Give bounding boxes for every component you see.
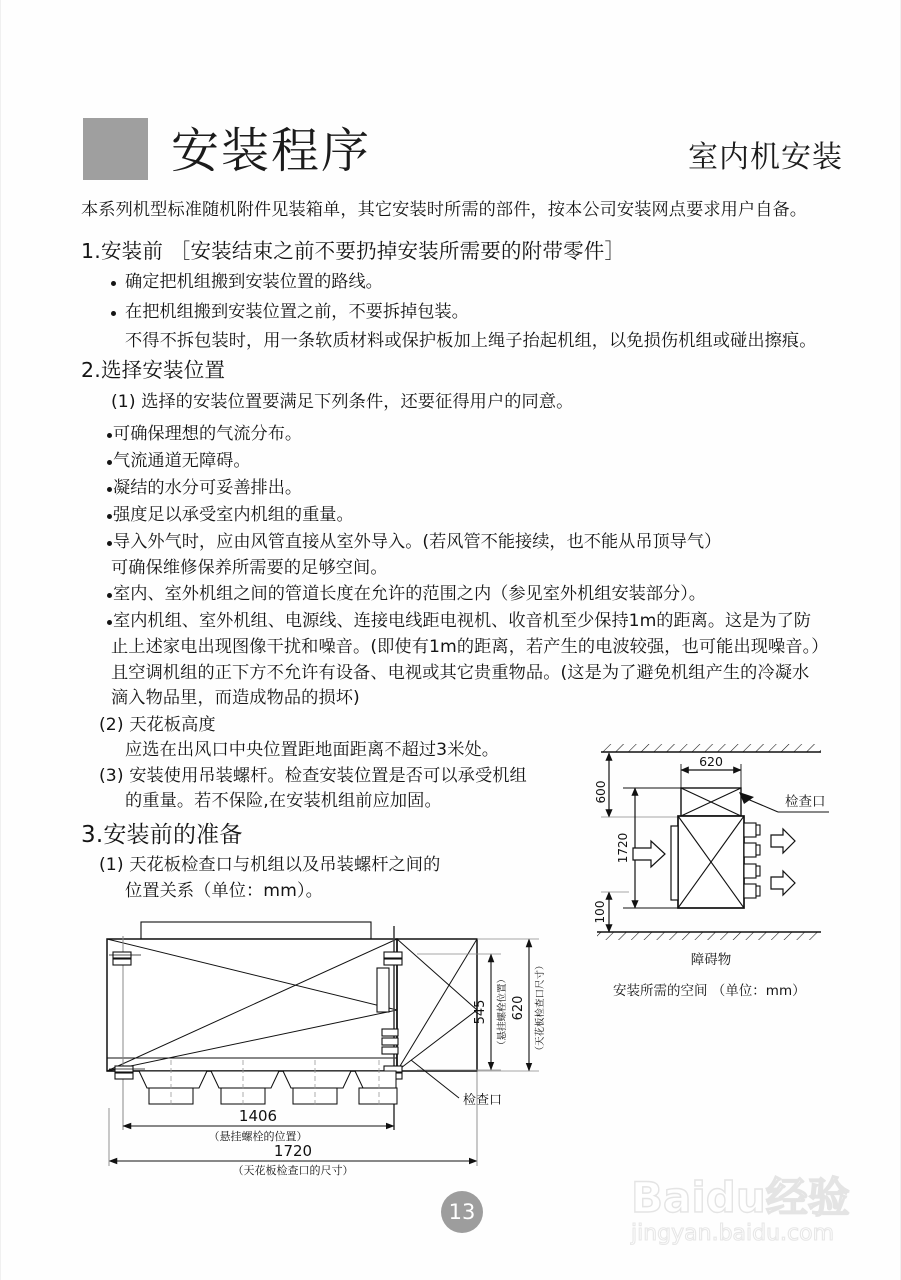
- dim-1720-label: 1720: [273, 1142, 313, 1160]
- section-2-bullet-1-text: 可确保理想的气流分布。: [113, 423, 303, 444]
- page-title: 安装程序: [171, 123, 372, 179]
- watermark: [631, 1175, 891, 1260]
- section-2-bullet-4-text: 强度足以承受室内机组的重量。: [113, 504, 354, 525]
- section-1-bullet-2-text: 在把机组搬到安装位置之前，不要拆掉包装。: [125, 301, 469, 322]
- page-number: 13: [441, 1191, 483, 1233]
- dim-620-label: 620: [511, 995, 526, 1021]
- section-2-bullet-1: [81, 421, 881, 448]
- section-2-title: 2.选择安装位置: [81, 358, 226, 382]
- section-2-bullet-3: [81, 475, 881, 502]
- section-1-note: 不得不拆包装时，用一条软质材料或保护板加上绳子抬起机组，以免损伤机组或碰出擦痕。: [125, 331, 817, 351]
- dim-1720-note: （天花板检查口的尺寸）: [232, 1164, 354, 1177]
- dim-545-note: （悬挂螺栓位置）: [497, 973, 508, 1051]
- section-2-cont-3: 滴入物品里，而造成物品的损坏): [111, 688, 360, 708]
- section-2-bullet-4: [81, 502, 881, 529]
- plan-inspection-port-label: 检查口: [463, 1093, 503, 1108]
- section-2-bullet-6: [81, 581, 881, 608]
- section-2-item-2-line: 应选在出风口中央位置距地面距离不超过3米处。: [125, 740, 500, 760]
- page-header: [83, 118, 843, 186]
- dim-1720-label: 1720: [616, 832, 630, 864]
- section-2-item-3-line: 的重量。若不保险,在安装机组前应加固。: [125, 791, 442, 811]
- section-3-item-1b: 位置关系（单位：mm）。: [125, 880, 323, 901]
- section-3-item-1a: (1) 天花板检查口与机组以及吊装螺杆之间的: [99, 855, 441, 875]
- section-2-bullet-5-text: 导入外气时，应由风管直接从室外导入。(若风管不能接续，也不能从吊顶导气）: [113, 531, 722, 552]
- airflow-arrow-out-1: [771, 829, 795, 853]
- section-3-title: 3.安装前的准备: [81, 822, 243, 848]
- space-inspection-port-label: 检查口: [785, 794, 826, 810]
- section-2-item-3: (3) 安装使用吊装螺杆。检查安装位置是否可以承受机组: [99, 765, 527, 786]
- section-2-bullet-5: [81, 529, 881, 556]
- ceiling-plan-svg: [101, 912, 601, 1177]
- section-2-bullet-2-text: 气流通道无障碍。: [113, 450, 251, 471]
- ceiling-plan-diagram: [101, 912, 601, 1177]
- section-2-item-1: (1) 选择的安装位置要满足下列条件，还要征得用户的同意。: [111, 392, 574, 412]
- section-1-bullet-1-text: 确定把机组搬到安装位置的路线。: [125, 272, 383, 292]
- section-2-bullet-6-text: 室内、室外机组之间的管道长度在允许的范围之内（参见室外机组安装部分）。: [113, 584, 706, 604]
- section-2-bullet-7: [81, 608, 881, 635]
- section-2-bullet-2: [81, 448, 881, 475]
- section-1-bullet-2: [81, 300, 881, 326]
- section-1-bullet-1: [81, 270, 881, 296]
- section-2-bullet-7-text: 室内机组、室外机组、电源线、连接电线距电视机、收音机至少保持1m的距离。这是为了防: [113, 611, 811, 631]
- dim-1406-note: （悬挂螺栓的位置）: [208, 1130, 308, 1143]
- dim-545-label: 545: [473, 999, 488, 1025]
- airflow-arrow-in: [633, 841, 665, 867]
- obstacle-label: 障碍物: [690, 952, 732, 968]
- dim-600-label: 600: [594, 780, 608, 804]
- dim-620-label: 620: [699, 754, 723, 769]
- section-2-bullet-3-text: 凝结的水分可妥善排出。: [113, 477, 303, 498]
- section-2-item-2: (2) 天花板高度: [99, 714, 216, 735]
- dim-620-note: （天花板检查口尺寸）: [535, 960, 546, 1056]
- dim-100-label: 100: [593, 900, 607, 924]
- section-2-cont-1: 止上述家电出现图像干扰和噪音。(即使有1m的距离，若产生的电波较强，也可能出现噪音。）: [111, 637, 829, 657]
- header-gray-square: [83, 118, 148, 180]
- dim-1406-label: 1406: [238, 1107, 278, 1125]
- airflow-arrow-out-2: [771, 871, 795, 895]
- section-1-title: 1.安装前 ［安装结束之前不要扔掉安装所需要的附带零件］: [81, 239, 626, 263]
- installation-space-caption: 安装所需的空间 （单位：mm）: [613, 983, 806, 999]
- watermark-main: Baidu经验: [631, 1173, 850, 1222]
- page-subtitle: 室内机安装: [688, 140, 843, 175]
- intro-paragraph: 本系列机型标准随机附件见装箱单，其它安装时所需的部件，按本公司安装网点要求用户自备。: [81, 200, 808, 220]
- section-2-cont-2: 且空调机组的正下方不允许有设备、电视或其它贵重物品。(这是为了避免机组产生的冷凝水: [111, 662, 810, 683]
- section-1: [81, 238, 881, 355]
- section-2-subnote: 可确保维修保养所需要的足够空间。: [111, 557, 388, 578]
- installation-space-diagram: [593, 736, 893, 1006]
- installation-space-svg: [593, 736, 893, 1006]
- watermark-sub: jingyan.baidu.com: [631, 1221, 835, 1246]
